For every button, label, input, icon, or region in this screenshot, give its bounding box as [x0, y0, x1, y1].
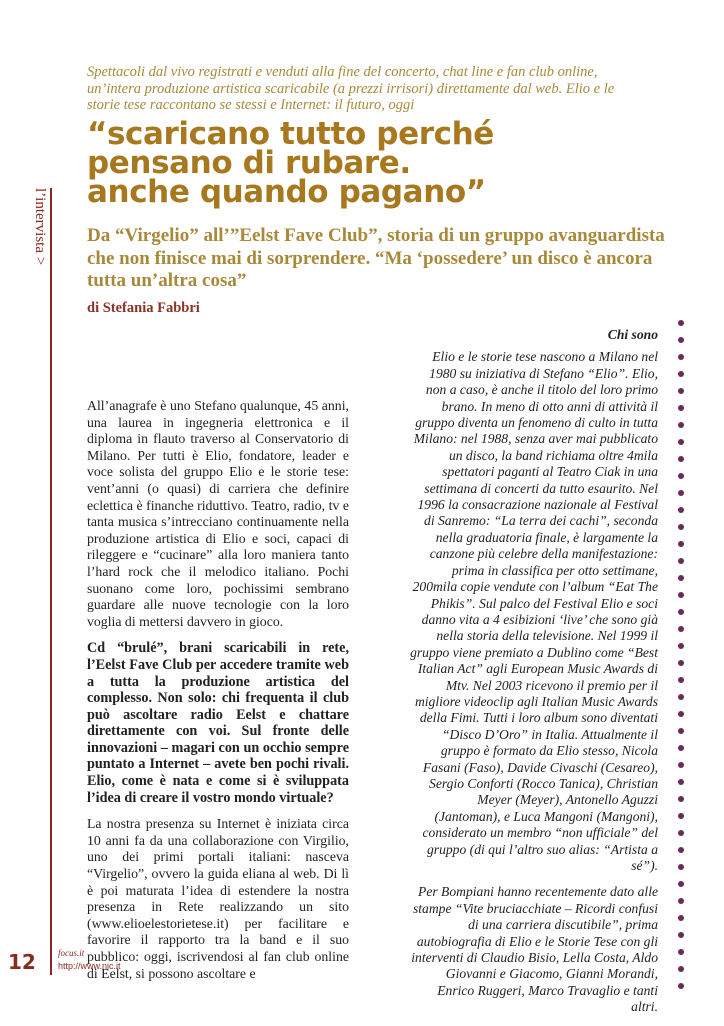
- decorative-dot: [678, 354, 684, 360]
- decorative-dot: [678, 626, 684, 632]
- decorative-dot: [678, 371, 684, 377]
- footer-url: http://www.nic.it: [58, 961, 121, 971]
- article-headline: [87, 116, 687, 210]
- decorative-dot: [678, 762, 684, 768]
- headline-line-2: pensano di rubare.: [87, 145, 411, 181]
- decorative-dot: [678, 898, 684, 904]
- decorative-dot: [678, 847, 684, 853]
- decorative-dot: [678, 422, 684, 428]
- decorative-dot: [678, 337, 684, 343]
- headline-line-3: anche quando pagano”: [87, 174, 486, 210]
- decorative-dot: [678, 864, 684, 870]
- section-label: l’intervista >: [32, 188, 48, 266]
- decorative-dot: [678, 575, 684, 581]
- interview-answer: La nostra presenza su Internet è iniziata circa 10 anni fa da una collaborazione con Virgilio, uno dei primi portali italiani: nasceva “Virgelio”, ovvero la guida eliana al web. Di lì è poi maturata l’idea di estendere la nostra presenza in Rete realizzando un sito (www.elioelestorietese.it) per facilitare e favorire il rapporto tra la band e il suo pubblico: oggi, iscrivendosi al fan club online di Eelst, si possono ascoltare e: [87, 816, 349, 981]
- article-intro: All’anagrafe è uno Stefano qualunque, 45 anni, una laurea in ingegneria elettronica e il diploma in flauto traverso al Conservatorio di Milano. Per tutti è Elio, fondatore, leader e voce solista del gruppo Elio e le storie tese: vent’anni (o quasi) di carriera che definire eclettica è financhе riduttivo. Teatro, radio, tv e tanta musica s’intrecciano continuamente nella produzione artistica di Elio e soci, capaci di rileggere e “cucinare” alla loro maniera tanto l’hard rock che il melodico italiano. Pochi suonano come loro, pochissimi sembrano guardare alle nuove tecnologie con la loro voglia di mettersi davvero in gioco.: [87, 398, 349, 629]
- sidebar-title: Chi sono: [607, 327, 658, 342]
- decorative-dot: [678, 388, 684, 394]
- article-kicker: Spettacoli dal vivo registrati e venduti alla fine del concerto, chat line e fan club online, un’intera produzione artistica scaricabile (a prezzi irrisori) direttamente dal web. Elio e le storie tese raccontano se stessi e Internet: il futuro, oggi: [87, 64, 615, 113]
- page-number: 12: [8, 950, 36, 974]
- byline: di Stefania Fabbri: [87, 300, 200, 316]
- decorative-dot: [678, 694, 684, 700]
- decorative-dot: [678, 660, 684, 666]
- decorative-dot: [678, 643, 684, 649]
- decorative-dot: [678, 728, 684, 734]
- decorative-dot: [678, 830, 684, 836]
- decorative-dot: [678, 507, 684, 513]
- brand-logo: focus.it: [58, 948, 85, 958]
- headline-line-1: “scaricano tutto perché: [87, 116, 494, 152]
- decorative-dot: [678, 983, 684, 989]
- decorative-dot: [678, 439, 684, 445]
- decorative-dot: [678, 813, 684, 819]
- decorative-dot: [678, 558, 684, 564]
- decorative-dot: [678, 592, 684, 598]
- decorative-dot-column: [678, 320, 686, 1020]
- decorative-dot: [678, 473, 684, 479]
- decorative-dot: [678, 779, 684, 785]
- decorative-dot: [678, 881, 684, 887]
- decorative-dot: [678, 320, 684, 326]
- interview-question: Cd “brulé”, brani scaricabili in rete, l’Eelst Fave Club per accedere tramite web a tutta la produzione artistica del complesso. Non solo: chi frequenta il club può ascoltare radio Eelst e chattare direttamente con voi. Sul fronte delle innovazioni – magari con un occhio sempre puntato a Internet – avete ben pochi rivali. Elio, come è nata e come si è sviluppata l’idea di creare il vostro mondo virtuale?: [87, 640, 349, 806]
- decorative-dot: [678, 677, 684, 683]
- decorative-dot: [678, 915, 684, 921]
- decorative-dot: [678, 524, 684, 530]
- sidebar-paragraph-2: Per Bompiani hanno recentemente dato alle stampe “Vite bruciacchiate – Ricordi confusi di una carriera discutibile”, prima autobiografia di Elio e le Storie Tese con gli interventi di Claudio Bisio, Lella Costa, Aldo Giovanni e Giacomo, Gianni Morandi, Enrico Ruggeri, Marco Travaglio e tanti altri.: [411, 884, 658, 1015]
- section-rail-line: [50, 188, 52, 975]
- article-body: [87, 398, 349, 992]
- decorative-dot: [678, 796, 684, 802]
- decorative-dot: [678, 490, 684, 496]
- sidebar-paragraph-1: Elio e le storie tese nascono a Milano nel 1980 su iniziativa di Stefano “Elio”. Elio, non a caso, è anche il titolo del loro primo brano. In meno di otto anni di attività il gruppo diventa un fenomeno di culto in tutta Milano: nel 1988, senza aver mai pubblicato un disco, la band richiama oltre 4mila spettatori paganti al Teatro Ciak in una settimana di concerti da tutto esaurito. Nel 1996 la consacrazione nazionale al Festival di Sanremo: “La terra dei cachi”, seconda nella graduatoria finale, è largamente la canzone più celebre della manifestazione: prima in classifica per otto settimane, 200mila copie vendute con l’album “Eat The Phikis”. Sul palco del Festival Elio e soci danno vita a 4 esibizioni ‘live’ che sono già nella storia della televisione. Nel 1999 il gruppo viene premiato a Dublino come “Best Italian Act” agli European Music Awards di Mtv. Nel 2003 ricevono il premio per il migliore videoclip agli Italian Music Awards della Fimi. Tutti i loro album sono diventati “Disco D’Oro” in Italia. Attualmente il gruppo è formato da Elio stesso, Nicola Fasani (Faso), Davide Civaschi (Cesareo), Sergio Conforti (Rocco Tanica), Christian Meyer (Meyer), Antonello Aguzzi (Jantoman), e Luca Mangoni (Mangoni), considerato un membro “non ufficiale” del gruppo (di qui l’altro suo alias: “Artista a sé”).: [410, 349, 658, 873]
- decorative-dot: [678, 932, 684, 938]
- decorative-dot: [678, 949, 684, 955]
- decorative-dot: [678, 966, 684, 972]
- decorative-dot: [678, 541, 684, 547]
- decorative-dot: [678, 405, 684, 411]
- decorative-dot: [678, 609, 684, 615]
- decorative-dot: [678, 711, 684, 717]
- article-deck: Da “Virgelio” all’”Eelst Fave Club”, storia di un gruppo avanguardista che non finisce mai di sorprendere. “Ma ‘possedere’ un disco è ancora tutta un’altra cosa”: [87, 225, 665, 291]
- decorative-dot: [678, 456, 684, 462]
- sidebar-box: [408, 327, 658, 1026]
- decorative-dot: [678, 745, 684, 751]
